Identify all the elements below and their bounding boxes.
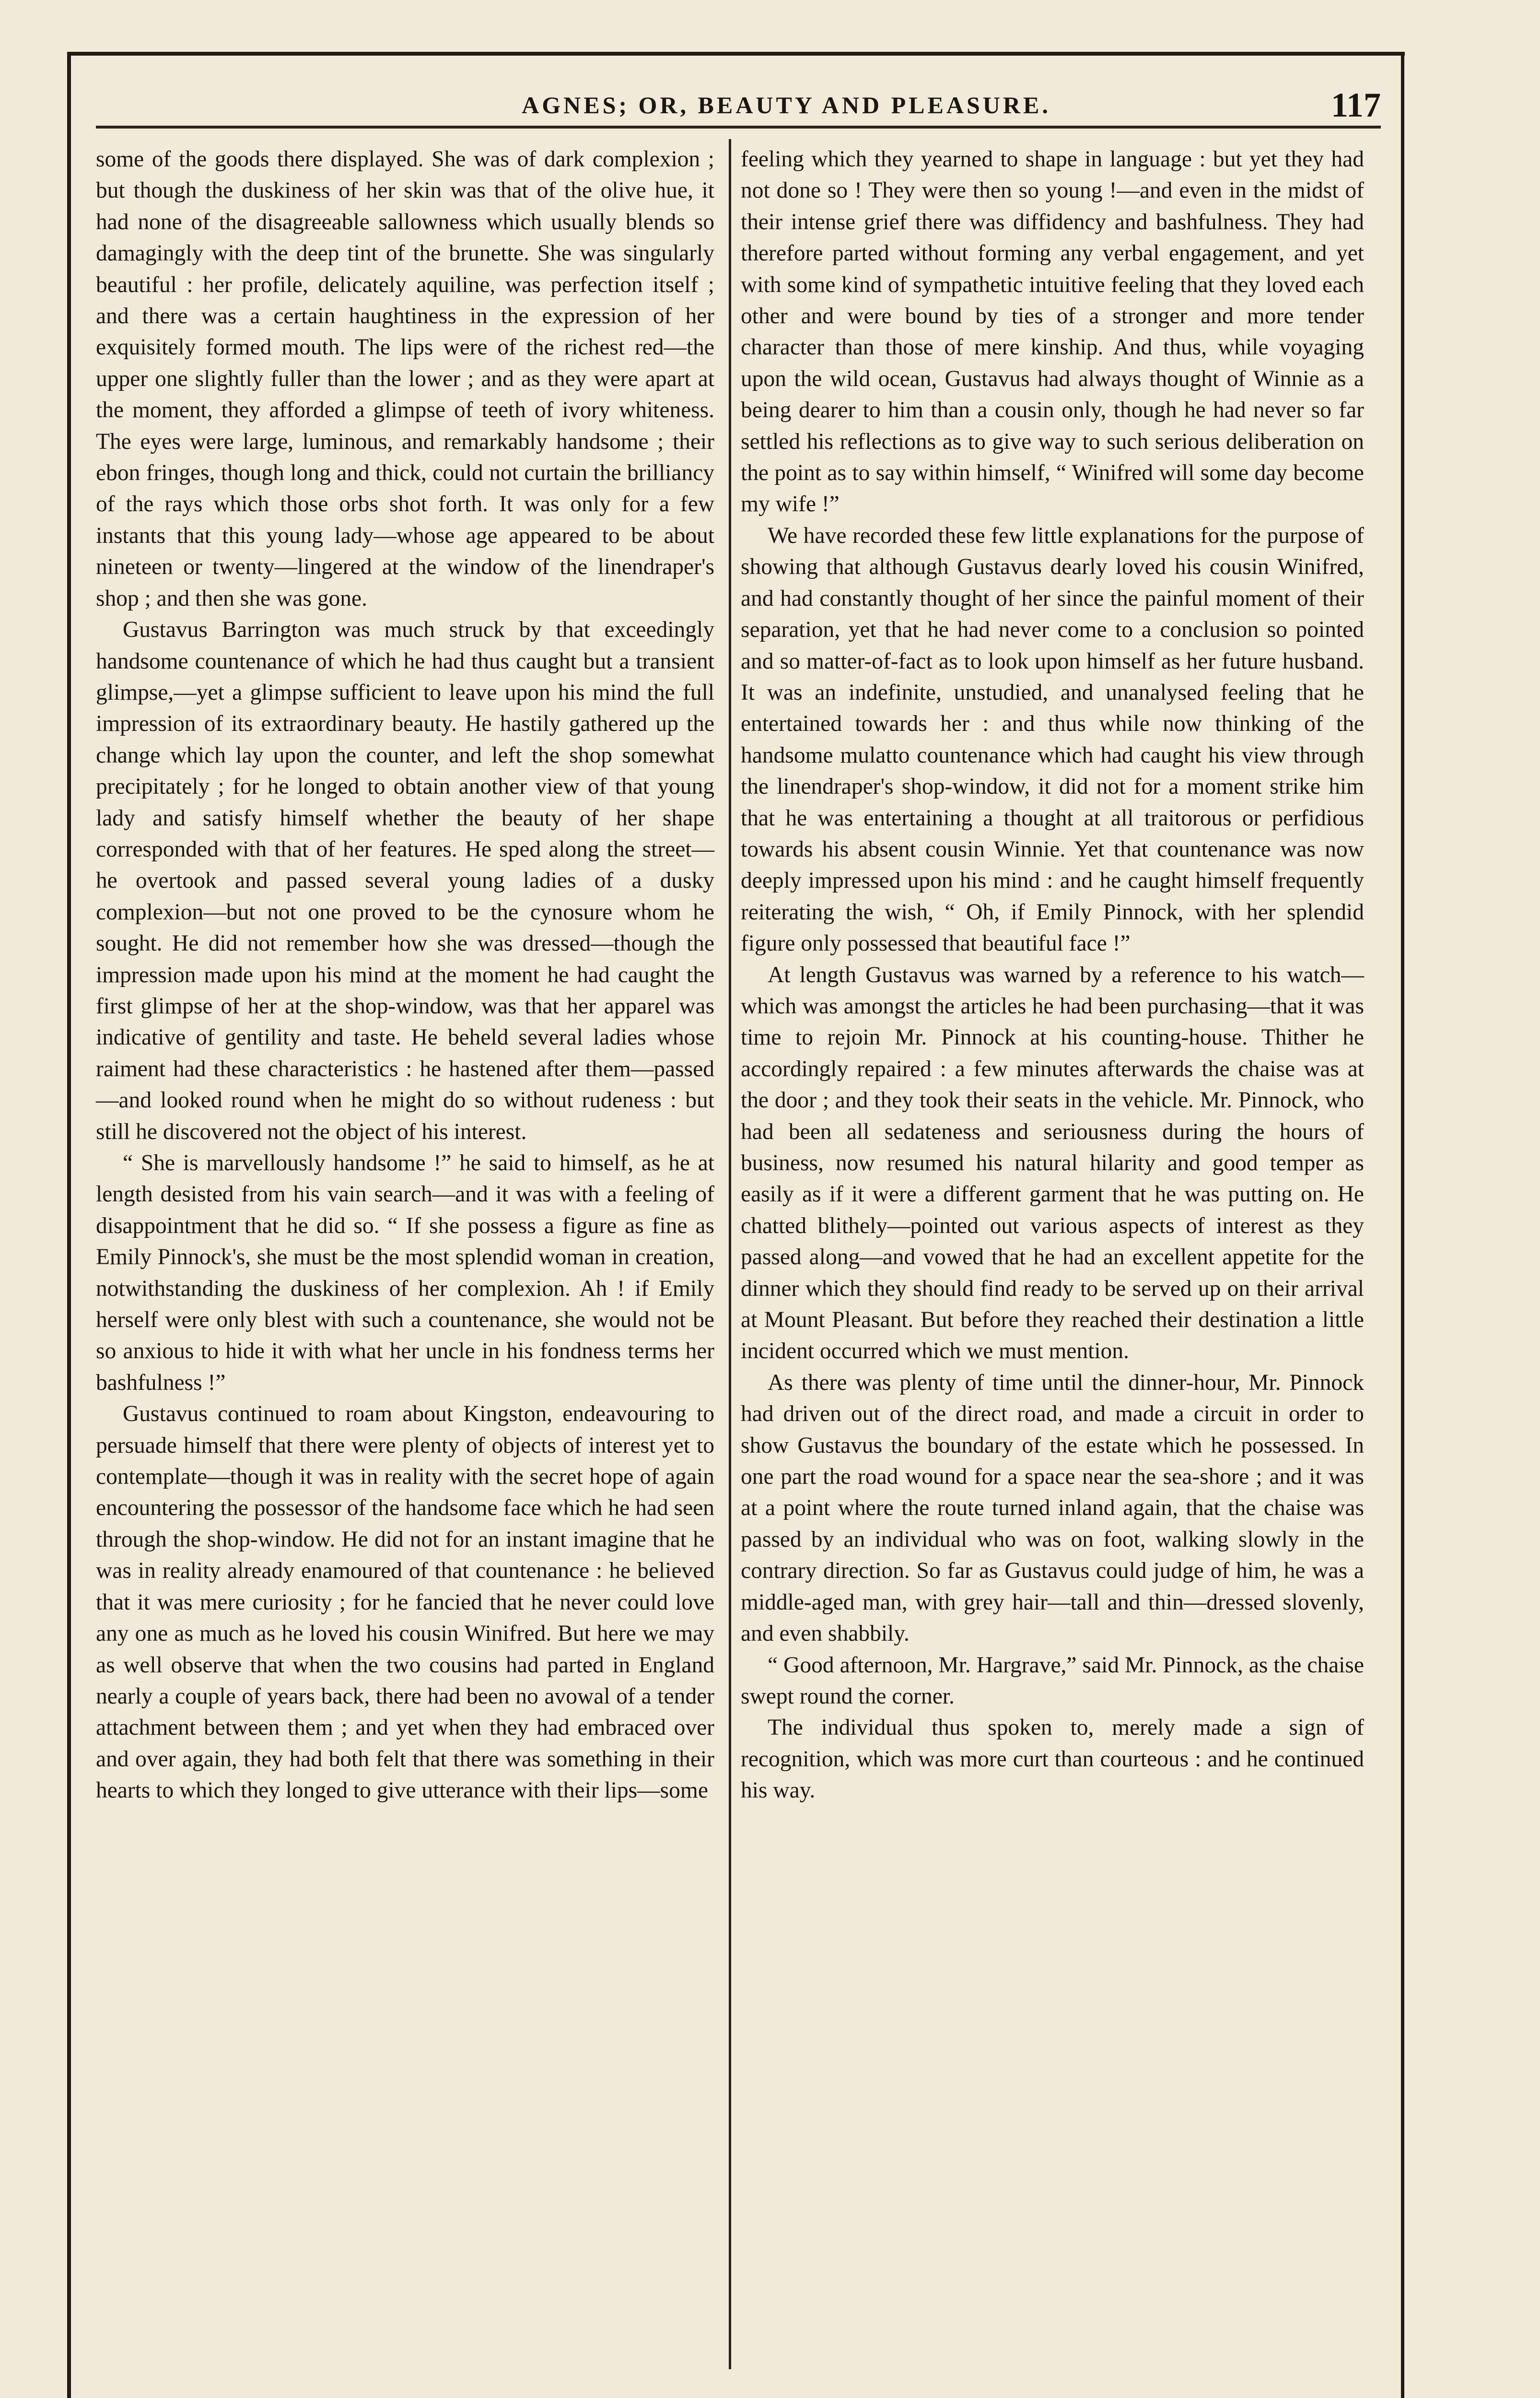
paragraph: Gustavus continued to roam about Kingston, endeavouring to persuade himself that there were plenty of objects of interest yet to contemplate—though it was in reality with the secret hope of again encountering the possessor of the handsome face which he had seen through the shop-window. He did not for an instant imagine that he was in reality already enamoured of that countenance : he believed that it was mere curiosity ; for he fancied that he never could love any one as much as he loved his cousin Winifred. But here we may as well observe that when the two cousins had parted in England nearly a couple of years back, there had been no avowal of a tender attachment between them ; and yet when they had embraced over and over again, they had both felt that there was something in their hearts to which they longed to give utterance with their lips—some <box>96 1401 714 1803</box>
left-column <box>96 144 714 1807</box>
paragraph: The individual thus spoken to, merely made a sign of recognition, which was more curt than courteous : and he continued his way. <box>741 1715 1364 1803</box>
paragraph: feeling which they yearned to shape in language : but yet they had not done so ! They were then so young !—and even in the midst of their intense grief there was diffidency and bashfulness. They had therefore parted without forming any verbal engagement, and yet with some kind of sympathetic intuitive feeling that they loved each other and were bound by ties of a stronger and more tender character than those of mere kinship. And thus, while voyaging upon the wild ocean, Gustavus had always thought of Winnie as a being dearer to him than a cousin only, though he had never so far settled his reflections as to give way to such serious deliberation on the point as to say within himself, “ Winifred will some day become my wife !” <box>741 147 1364 517</box>
running-title: AGNES; OR, BEAUTY AND PLEASURE. <box>522 92 1051 118</box>
frame-left-rule <box>67 52 71 2398</box>
paragraph: “ She is marvellously handsome !” he said to himself, as he at length desisted from his vain search—and it was with a feeling of disappointment that he did so. “ If she possess a figure as fine as Emily Pinnock's, she must be the most splendid woman in creation, notwithstanding the duskiness of her complexion. Ah ! if Emily herself were only blest with such a countenance, she would not be so anxious to hide it with what her uncle in his fondness terms her bashfulness !” <box>96 1151 714 1395</box>
frame-top-rule <box>67 52 1405 56</box>
paragraph: “ Good afternoon, Mr. Hargrave,” said Mr. Pinnock, as the chaise swept round the corner. <box>741 1652 1364 1709</box>
paragraph: Gustavus Barrington was much struck by that exceedingly handsome countenance of which he had thus caught but a transient glimpse,—yet a glimpse sufficient to leave upon his mind the full impression of its extraordinary beauty. He hastily gathered up the change which lay upon the counter, and left the shop somewhat precipitately ; for he longed to obtain another view of that young lady and satisfy himself whether the beauty of her shape corresponded with that of her features. He sped along the street—he overtook and passed several young ladies of a dusky complexion—but not one proved to be the cynosure whom he sought. He did not remember how she was dressed—though the impression made upon his mind at the moment he had caught the first glimpse of her at the shop-window, was that her apparel was indicative of gentility and taste. He beheld several ladies whose raiment had these characteristics : he hastened after them—passed—and looked round when he might do so without rudeness : but still he discovered not the object of his interest. <box>96 617 714 1144</box>
column-divider <box>729 139 731 2369</box>
paragraph: At length Gustavus was warned by a reference to his watch—which was amongst the articles he had been purchasing—that it was time to rejoin Mr. Pinnock at his counting-house. Thither he accordingly repaired : a few minutes afterwards the chaise was at the door ; and they took their seats in the vehicle. Mr. Pinnock, who had been all sedateness and seriousness during the hours of business, now resumed his natural hilarity and good temper as easily as if it were a different garment that he was putting on. He chatted blithely—pointed out various aspects of interest as they passed along—and vowed that he had an excellent appetite for the dinner which they should find ready to be served up on their arrival at Mount Pleasant. But before they reached their destination a little incident occurred which we must mention. <box>741 962 1364 1364</box>
paragraph: As there was plenty of time until the dinner-hour, Mr. Pinnock had driven out of the direct road, and made a circuit in order to show Gustavus the boundary of the estate which he possessed. In one part the road wound for a space near the sea-shore ; and it was at a point where the route turned inland again, that the chaise was passed by an individual who was on foot, walking slowly in the contrary direction. So far as Gustavus could judge of him, he was a middle-aged man, with grey hair—tall and thin—dressed slovenly, and even shabbily. <box>741 1370 1364 1646</box>
frame-right-rule <box>1401 52 1404 2398</box>
paragraph: some of the goods there displayed. She was of dark complexion ; but though the duskiness of her skin was that of the olive hue, it had none of the disagreeable sallowness which usually blends so damagingly with the deep tint of the brunette. She was singularly beautiful : her profile, delicately aquiline, was perfection itself ; and there was a certain haughtiness in the expression of her exquisitely formed mouth. The lips were of the richest red—the upper one slightly fuller than the lower ; and as they were apart at the moment, they afforded a glimpse of teeth of ivory whiteness. The eyes were large, luminous, and remarkably handsome ; their ebon fringes, though long and thick, could not curtain the brilliancy of the rays which those orbs shot forth. It was only for a few instants that this young lady—whose age appeared to be about nineteen or twenty—lingered at the window of the linendraper's shop ; and then she was gone. <box>96 147 714 611</box>
header-rule <box>96 126 1381 129</box>
paragraph: We have recorded these few little explanations for the purpose of showing that although Gustavus dearly loved his cousin Winifred, and had constantly thought of her since the painful moment of their separation, yet that he had never come to a conclusion so pointed and so matter-of-fact as to look upon himself as her future husband. It was an indefinite, unstudied, and unanalysed feeling that he entertained towards her : and thus while now thinking of the handsome mulatto countenance which had caught his view through the linendraper's shop-window, it did not for a moment strike him that he was entertaining a thought at all traitorous or perfidious towards his absent cousin Winnie. Yet that countenance was now deeply impressed upon his mind : and he caught himself frequently reiterating the wish, “ Oh, if Emily Pinnock, with her splendid figure only possessed that beautiful face !” <box>741 523 1364 956</box>
right-column <box>741 144 1364 1807</box>
page-number: 117 <box>1330 86 1381 124</box>
